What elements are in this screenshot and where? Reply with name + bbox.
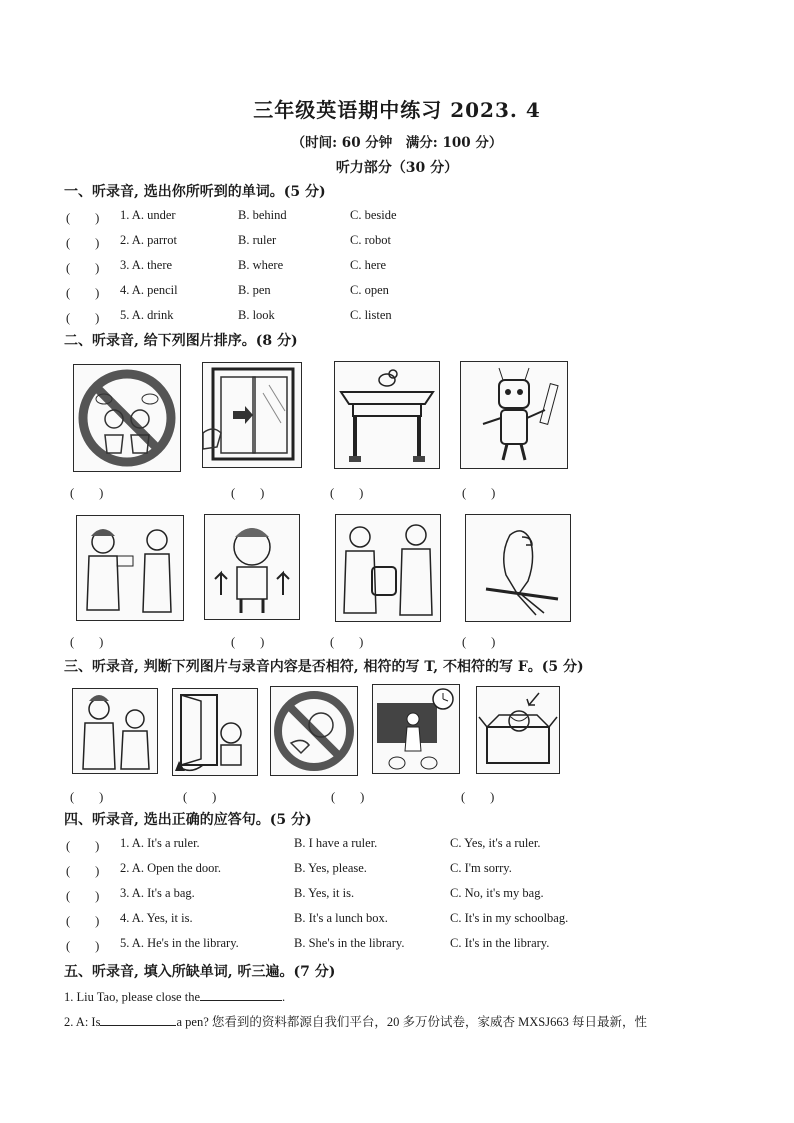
option-num: 2. A. parrot	[120, 233, 177, 247]
section1-heading: 一、听录音, 选出你所听到的单词。(5 分)	[64, 184, 326, 200]
option-num: 4. A. pencil	[120, 283, 178, 297]
answer-paren[interactable]: ( )	[70, 635, 104, 649]
answer-paren[interactable]: ( )	[66, 839, 100, 853]
robot-with-ruler-picture	[460, 361, 568, 469]
section4-heading: 四、听录音, 选出正确的应答句。(5 分)	[64, 812, 312, 828]
option-a: 5. A. He's in the library.	[120, 936, 239, 950]
answer-paren[interactable]: ( )	[231, 486, 265, 500]
option-a: 2. A. Open the door.	[120, 861, 222, 875]
part-title: 听力部分（30 分）	[335, 160, 459, 176]
option-b: B. look	[238, 308, 275, 322]
option-num: 3. A. there	[120, 258, 173, 272]
answer-paren[interactable]: ( )	[70, 790, 104, 804]
option-b: B. pen	[238, 283, 271, 297]
line2-start: 2. A: Is	[64, 1015, 101, 1029]
teacher-at-blackboard-picture	[372, 684, 460, 774]
woman-giving-gift-picture	[76, 515, 184, 621]
answer-paren[interactable]: ( )	[330, 486, 364, 500]
option-b: B. Yes, it is.	[294, 886, 355, 900]
page-title: 三年级英语期中练习 2023. 4	[253, 98, 541, 122]
option-c: C. It's in the library.	[450, 936, 550, 950]
answer-paren[interactable]: ( )	[66, 236, 100, 250]
answer-paren[interactable]: ( )	[66, 311, 100, 325]
option-c: C. listen	[350, 308, 392, 322]
answer-paren[interactable]: ( )	[462, 486, 496, 500]
answer-paren[interactable]: ( )	[66, 914, 100, 928]
fill-blank-line-2	[64, 1012, 647, 1030]
opening-window-picture	[202, 362, 302, 468]
option-c: C. I'm sorry.	[450, 861, 512, 875]
option-b: B. I have a ruler.	[294, 836, 378, 850]
girl-with-schoolbag-picture	[335, 514, 441, 622]
answer-paren[interactable]: ( )	[66, 864, 100, 878]
boy-standing-up-picture	[204, 514, 300, 620]
no-talking-sign-picture	[73, 364, 181, 472]
option-a: 1. A. It's a ruler.	[120, 836, 200, 850]
option-c: C. here	[350, 258, 387, 272]
option-c: C. No, it's my bag.	[450, 886, 544, 900]
option-c: C. It's in my schoolbag.	[450, 911, 569, 925]
option-b: B. She's in the library.	[294, 936, 405, 950]
exam-info: （时间: 60 分钟 满分: 100 分）	[291, 135, 503, 151]
option-b: B. behind	[238, 208, 287, 222]
fill-blank-line-1	[64, 988, 285, 1005]
option-num: 1. A. under	[120, 208, 176, 222]
section3-heading: 三、听录音, 判断下列图片与录音内容是否相符, 相符的写 T, 不相符的写 F。(5 分)	[64, 659, 584, 675]
ball-in-box-picture	[476, 686, 560, 774]
line1-end: .	[282, 990, 286, 1004]
answer-paren[interactable]: ( )	[70, 486, 104, 500]
answer-paren[interactable]: ( )	[66, 211, 100, 225]
blank-2[interactable]	[100, 1013, 176, 1026]
bird-on-desk-picture	[334, 361, 440, 469]
option-c: C. robot	[350, 233, 391, 247]
option-b: B. It's a lunch box.	[294, 911, 388, 925]
teacher-and-boy-picture	[72, 688, 158, 774]
option-a: 4. A. Yes, it is.	[120, 911, 193, 925]
option-b: B. Yes, please.	[294, 861, 367, 875]
answer-paren[interactable]: ( )	[330, 635, 364, 649]
blank-1[interactable]	[200, 988, 282, 1001]
answer-paren[interactable]: ( )	[66, 261, 100, 275]
line2-end: a pen? 您看到的资料都源自我们平台，20 多万份试卷，家威杏 MXSJ663 每日最新，性	[176, 1015, 647, 1029]
answer-paren[interactable]: ( )	[183, 790, 217, 804]
answer-paren[interactable]: ( )	[66, 286, 100, 300]
option-a: 3. A. It's a bag.	[120, 886, 195, 900]
answer-paren[interactable]: ( )	[231, 635, 265, 649]
option-c: C. beside	[350, 208, 397, 222]
line1-text: 1. Liu Tao, please close the	[64, 990, 201, 1004]
option-b: B. ruler	[238, 233, 277, 247]
no-eating-sign-picture	[270, 686, 358, 776]
option-c: C. Yes, it's a ruler.	[450, 836, 541, 850]
answer-paren[interactable]: ( )	[66, 889, 100, 903]
section5-heading: 五、听录音, 填入所缺单词, 听三遍。(7 分)	[64, 964, 336, 980]
option-num: 5. A. drink	[120, 308, 174, 322]
closing-door-picture	[172, 688, 258, 776]
answer-paren[interactable]: ( )	[331, 790, 365, 804]
section2-heading: 二、听录音, 给下列图片排序。(8 分)	[64, 333, 298, 349]
option-c: C. open	[350, 283, 389, 297]
answer-paren[interactable]: ( )	[462, 635, 496, 649]
option-b: B. where	[238, 258, 284, 272]
answer-paren[interactable]: ( )	[461, 790, 495, 804]
parrot-on-perch-picture	[465, 514, 571, 622]
answer-paren[interactable]: ( )	[66, 939, 100, 953]
